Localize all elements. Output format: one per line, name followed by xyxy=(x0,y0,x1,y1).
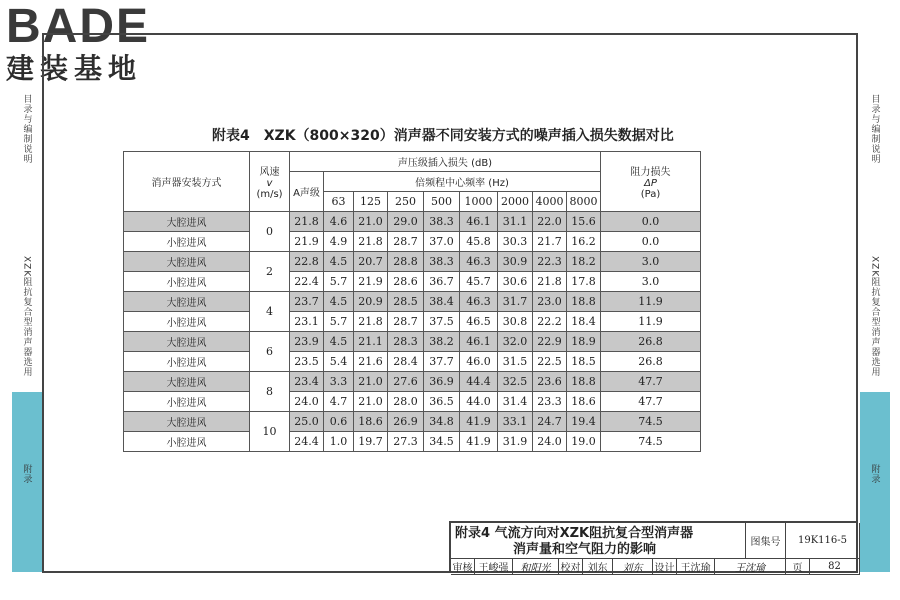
designer-name: 王沈瑜 xyxy=(677,559,715,575)
freq-value: 46.3 xyxy=(460,252,498,272)
freq-value: 22.0 xyxy=(533,212,567,232)
header-freq: 1000 xyxy=(460,192,498,212)
resistance-value: 3.0 xyxy=(601,272,701,292)
wind-speed-value: 6 xyxy=(250,332,290,372)
freq-value: 4.5 xyxy=(324,252,354,272)
header-freq: 500 xyxy=(424,192,460,212)
freq-value: 38.3 xyxy=(424,252,460,272)
freq-value: 30.6 xyxy=(498,272,533,292)
freq-value: 21.8 xyxy=(354,232,388,252)
header-freq: 125 xyxy=(354,192,388,212)
freq-value: 31.4 xyxy=(498,392,533,412)
noise-loss-table xyxy=(123,151,701,452)
freq-value: 5.7 xyxy=(324,272,354,292)
freq-value: 28.7 xyxy=(388,232,424,252)
freq-value: 23.0 xyxy=(533,292,567,312)
install-mode: 小腔进风 xyxy=(124,392,250,412)
freq-value: 21.8 xyxy=(354,312,388,332)
freq-value: 16.2 xyxy=(567,232,601,252)
reviewer-name: 王峻强 xyxy=(475,559,513,575)
freq-value: 38.2 xyxy=(424,332,460,352)
resistance-value: 11.9 xyxy=(601,292,701,312)
table-row xyxy=(124,252,701,272)
table-number: 附表4 xyxy=(212,128,250,144)
wind-speed-value: 8 xyxy=(250,372,290,412)
freq-value: 24.0 xyxy=(533,432,567,452)
header-wind-speed: 风速 v (m/s) xyxy=(250,152,290,212)
freq-value: 46.1 xyxy=(460,332,498,352)
freq-value: 30.3 xyxy=(498,232,533,252)
a-level-value: 23.4 xyxy=(290,372,324,392)
freq-value: 24.7 xyxy=(533,412,567,432)
freq-value: 44.4 xyxy=(460,372,498,392)
freq-value: 3.3 xyxy=(324,372,354,392)
wind-speed-value: 0 xyxy=(250,212,290,252)
freq-value: 15.6 xyxy=(567,212,601,232)
table-row xyxy=(124,412,701,432)
header-resistance: 阻力损失 ΔP (Pa) xyxy=(601,152,701,212)
freq-value: 32.0 xyxy=(498,332,533,352)
wind-speed-value: 10 xyxy=(250,412,290,452)
install-mode: 大腔进风 xyxy=(124,332,250,352)
freq-value: 28.3 xyxy=(388,332,424,352)
freq-value: 37.0 xyxy=(424,232,460,252)
resistance-value: 0.0 xyxy=(601,212,701,232)
freq-value: 31.5 xyxy=(498,352,533,372)
freq-value: 36.7 xyxy=(424,272,460,292)
freq-value: 31.7 xyxy=(498,292,533,312)
freq-value: 31.9 xyxy=(498,432,533,452)
table-row xyxy=(124,352,701,372)
freq-value: 21.0 xyxy=(354,392,388,412)
table-row xyxy=(124,312,701,332)
freq-value: 0.6 xyxy=(324,412,354,432)
freq-value: 21.0 xyxy=(354,212,388,232)
resistance-value: 47.7 xyxy=(601,392,701,412)
logo-brand-text: BADE xyxy=(6,0,151,53)
freq-value: 33.1 xyxy=(498,412,533,432)
right-tab-selection[interactable]: XZK阻抗复合型消声器选用 xyxy=(869,256,880,378)
wind-speed-value: 2 xyxy=(250,252,290,292)
a-level-value: 23.5 xyxy=(290,352,324,372)
freq-value: 4.5 xyxy=(324,292,354,312)
freq-value: 23.6 xyxy=(533,372,567,392)
a-level-value: 23.7 xyxy=(290,292,324,312)
reviewer-signature: 和阳光 xyxy=(513,559,559,575)
freq-value: 41.9 xyxy=(460,412,498,432)
table-row xyxy=(124,432,701,452)
install-mode: 大腔进风 xyxy=(124,372,250,392)
freq-value: 21.8 xyxy=(533,272,567,292)
table-row xyxy=(124,372,701,392)
title-block xyxy=(449,521,858,573)
resistance-value: 74.5 xyxy=(601,432,701,452)
freq-value: 4.5 xyxy=(324,332,354,352)
left-tab-appendix[interactable]: 附录 xyxy=(12,392,42,572)
freq-value: 28.7 xyxy=(388,312,424,332)
install-mode: 小腔进风 xyxy=(124,432,250,452)
freq-value: 46.5 xyxy=(460,312,498,332)
freq-value: 18.6 xyxy=(354,412,388,432)
header-spl: 声压级插入损失 (dB) xyxy=(290,152,601,172)
a-level-value: 22.8 xyxy=(290,252,324,272)
header-freq: 2000 xyxy=(498,192,533,212)
freq-value: 18.8 xyxy=(567,372,601,392)
resistance-value: 3.0 xyxy=(601,252,701,272)
freq-value: 5.7 xyxy=(324,312,354,332)
right-tab-contents[interactable]: 目录与编制说明 xyxy=(869,94,880,164)
freq-value: 34.5 xyxy=(424,432,460,452)
freq-value: 17.8 xyxy=(567,272,601,292)
freq-value: 21.7 xyxy=(533,232,567,252)
header-freq: 8000 xyxy=(567,192,601,212)
freq-value: 30.8 xyxy=(498,312,533,332)
table-row xyxy=(124,292,701,312)
freq-value: 20.9 xyxy=(354,292,388,312)
check-label: 校对 xyxy=(559,559,583,575)
header-install: 消声器安装方式 xyxy=(124,152,250,212)
header-freq: 250 xyxy=(388,192,424,212)
freq-value: 37.7 xyxy=(424,352,460,372)
freq-value: 20.7 xyxy=(354,252,388,272)
left-tab-contents[interactable]: 目录与编制说明 xyxy=(21,94,32,164)
title-block-title: 附录4 气流方向对XZK阻抗复合型消声器 消声量和空气阻力的影响 xyxy=(451,523,746,559)
freq-value: 38.4 xyxy=(424,292,460,312)
freq-value: 41.9 xyxy=(460,432,498,452)
resistance-value: 11.9 xyxy=(601,312,701,332)
freq-value: 37.5 xyxy=(424,312,460,332)
install-mode: 大腔进风 xyxy=(124,252,250,272)
table-title xyxy=(212,125,674,145)
install-mode: 小腔进风 xyxy=(124,272,250,292)
a-level-value: 24.4 xyxy=(290,432,324,452)
review-label: 审核 xyxy=(451,559,475,575)
logo-subtitle: 建装基地 xyxy=(6,52,143,85)
freq-value: 4.9 xyxy=(324,232,354,252)
resistance-value: 26.8 xyxy=(601,352,701,372)
install-mode: 小腔进风 xyxy=(124,312,250,332)
freq-value: 28.6 xyxy=(388,272,424,292)
designer-signature: 王沈瑜 xyxy=(715,559,786,575)
table-row xyxy=(124,392,701,412)
install-mode: 大腔进风 xyxy=(124,292,250,312)
freq-value: 22.3 xyxy=(533,252,567,272)
wind-speed-value: 4 xyxy=(250,292,290,332)
table-title-text: XZK（800×320）消声器不同安装方式的噪声插入损失数据对比 xyxy=(263,128,674,144)
header-freq: 4000 xyxy=(533,192,567,212)
freq-value: 18.4 xyxy=(567,312,601,332)
checker-signature: 刘东 xyxy=(613,559,653,575)
resistance-value: 0.0 xyxy=(601,232,701,252)
resistance-value: 26.8 xyxy=(601,332,701,352)
design-label: 设计 xyxy=(653,559,677,575)
freq-value: 46.3 xyxy=(460,292,498,312)
freq-value: 18.6 xyxy=(567,392,601,412)
freq-value: 21.9 xyxy=(354,272,388,292)
freq-value: 38.3 xyxy=(424,212,460,232)
freq-value: 21.1 xyxy=(354,332,388,352)
freq-value: 21.0 xyxy=(354,372,388,392)
freq-value: 4.6 xyxy=(324,212,354,232)
freq-value: 26.9 xyxy=(388,412,424,432)
checker-name: 刘东 xyxy=(583,559,613,575)
freq-value: 32.5 xyxy=(498,372,533,392)
freq-value: 1.0 xyxy=(324,432,354,452)
install-mode: 小腔进风 xyxy=(124,352,250,372)
freq-value: 46.0 xyxy=(460,352,498,372)
freq-value: 22.9 xyxy=(533,332,567,352)
freq-value: 31.1 xyxy=(498,212,533,232)
freq-value: 23.3 xyxy=(533,392,567,412)
freq-value: 28.8 xyxy=(388,252,424,272)
header-octave: 倍频程中心频率 (Hz) xyxy=(324,172,601,192)
freq-value: 29.0 xyxy=(388,212,424,232)
freq-value: 19.4 xyxy=(567,412,601,432)
freq-value: 19.0 xyxy=(567,432,601,452)
freq-value: 27.3 xyxy=(388,432,424,452)
page-label: 页 xyxy=(786,559,810,575)
freq-value: 46.1 xyxy=(460,212,498,232)
a-level-value: 22.4 xyxy=(290,272,324,292)
table-row xyxy=(124,232,701,252)
freq-value: 28.0 xyxy=(388,392,424,412)
install-mode: 小腔进风 xyxy=(124,232,250,252)
resistance-value: 47.7 xyxy=(601,372,701,392)
a-level-value: 21.8 xyxy=(290,212,324,232)
freq-value: 36.5 xyxy=(424,392,460,412)
freq-value: 21.6 xyxy=(354,352,388,372)
left-tab-selection[interactable]: XZK阻抗复合型消声器选用 xyxy=(21,256,32,378)
freq-value: 22.5 xyxy=(533,352,567,372)
resistance-value: 74.5 xyxy=(601,412,701,432)
freq-value: 5.4 xyxy=(324,352,354,372)
install-mode: 大腔进风 xyxy=(124,212,250,232)
freq-value: 44.0 xyxy=(460,392,498,412)
table-row xyxy=(124,272,701,292)
freq-value: 18.9 xyxy=(567,332,601,352)
a-level-value: 21.9 xyxy=(290,232,324,252)
freq-value: 45.7 xyxy=(460,272,498,292)
freq-value: 34.8 xyxy=(424,412,460,432)
a-level-value: 24.0 xyxy=(290,392,324,412)
freq-value: 18.5 xyxy=(567,352,601,372)
freq-value: 18.2 xyxy=(567,252,601,272)
freq-value: 36.9 xyxy=(424,372,460,392)
header-freq: 63 xyxy=(324,192,354,212)
table-row xyxy=(124,332,701,352)
install-mode: 大腔进风 xyxy=(124,412,250,432)
table-row xyxy=(124,212,701,232)
a-level-value: 25.0 xyxy=(290,412,324,432)
freq-value: 28.4 xyxy=(388,352,424,372)
freq-value: 22.2 xyxy=(533,312,567,332)
atlas-number: 19K116-5 xyxy=(786,523,860,559)
a-level-value: 23.1 xyxy=(290,312,324,332)
atlas-label: 图集号 xyxy=(746,523,786,559)
freq-value: 28.5 xyxy=(388,292,424,312)
freq-value: 19.7 xyxy=(354,432,388,452)
right-tab-appendix[interactable]: 附录 xyxy=(860,392,890,572)
freq-value: 4.7 xyxy=(324,392,354,412)
header-a-level: A声级 xyxy=(290,172,324,212)
freq-value: 30.9 xyxy=(498,252,533,272)
freq-value: 18.8 xyxy=(567,292,601,312)
freq-value: 45.8 xyxy=(460,232,498,252)
a-level-value: 23.9 xyxy=(290,332,324,352)
page-number: 82 xyxy=(810,559,860,575)
freq-value: 27.6 xyxy=(388,372,424,392)
